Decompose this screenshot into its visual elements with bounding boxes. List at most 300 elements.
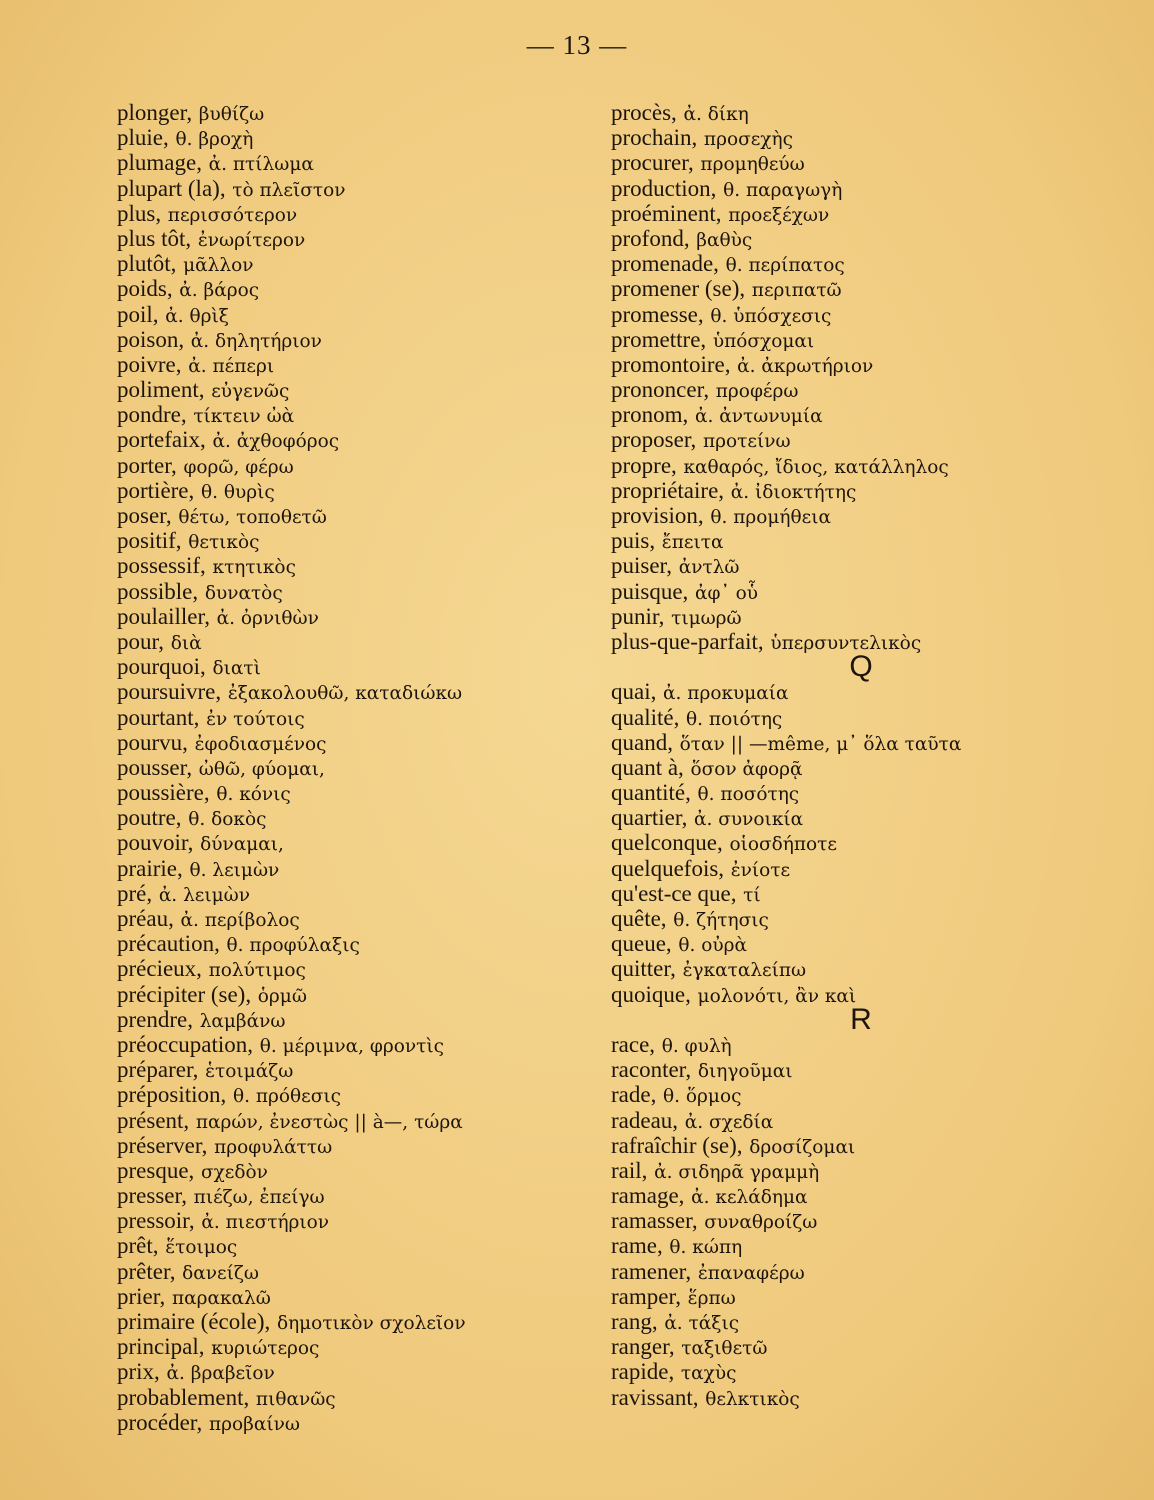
french-headword: poser,	[117, 503, 172, 528]
dictionary-entry	[117, 503, 577, 528]
french-headword: procéder,	[117, 1409, 203, 1435]
french-headword: quelquefois,	[611, 855, 725, 881]
dictionary-entry	[117, 1108, 577, 1133]
dictionary-entry	[611, 931, 1136, 956]
dictionary-entry	[117, 402, 577, 427]
dictionary-entry	[117, 705, 577, 730]
greek-translation: θ. προμήθεια	[710, 507, 831, 528]
french-headword: rail,	[611, 1157, 648, 1183]
french-headword: promettre,	[611, 326, 707, 352]
dictionary-entry	[117, 579, 577, 604]
greek-translation: θέτω, τοποθετῶ	[178, 507, 327, 528]
greek-translation: θ. κώπη	[669, 1237, 743, 1259]
greek-translation: τὸ πλεῖστον	[232, 179, 346, 201]
dictionary-entry	[117, 830, 577, 855]
french-headword: poil,	[117, 301, 159, 327]
dictionary-entry	[611, 276, 1136, 301]
french-headword: ramasser,	[611, 1208, 698, 1234]
greek-translation: κυριώτερος	[211, 1338, 320, 1360]
dictionary-entry	[117, 1259, 577, 1284]
french-headword: propriétaire,	[611, 477, 725, 503]
french-headword: poids,	[117, 276, 173, 302]
greek-translation: διηγοῦμαι	[697, 1061, 793, 1083]
greek-translation: καθαρός, ἴδιος, κατάλληλος	[683, 456, 949, 478]
greek-translation: δυνατὸς	[204, 582, 283, 604]
dictionary-entry	[611, 1158, 1136, 1183]
french-headword: poison,	[117, 326, 185, 352]
french-headword: précipiter (se),	[117, 981, 252, 1007]
greek-translation: δροσίζομαι	[749, 1136, 856, 1158]
dictionary-entry	[611, 427, 1136, 452]
greek-translation: μολονότι, ἂν καὶ	[697, 985, 857, 1007]
dictionary-entry	[611, 956, 1136, 981]
greek-translation: θ. μέριμνα, φροντὶς	[259, 1035, 444, 1057]
dictionary-entry	[117, 1284, 577, 1309]
french-headword: pressoir,	[117, 1208, 195, 1234]
french-headword: puisque,	[611, 578, 689, 604]
greek-translation: θ. φυλὴ	[661, 1035, 732, 1057]
dictionary-entry	[611, 377, 1136, 402]
french-headword: ramener,	[611, 1258, 692, 1284]
greek-translation: λαμβάνω	[199, 1010, 286, 1032]
dictionary-entry	[117, 1183, 577, 1208]
dictionary-entry	[117, 931, 577, 956]
greek-translation: ἀ. βραβεῖον	[166, 1363, 275, 1385]
dictionary-entry	[117, 755, 577, 780]
french-headword: pourtant,	[117, 704, 200, 730]
french-headword: rang,	[611, 1309, 658, 1334]
french-headword: poursuivre,	[117, 679, 222, 705]
dictionary-entry	[611, 805, 1136, 830]
french-headword: rade,	[611, 1082, 657, 1108]
french-headword: poliment,	[117, 377, 205, 403]
dictionary-entry	[117, 453, 577, 478]
dictionary-entry	[611, 453, 1136, 478]
dictionary-entry	[611, 679, 1136, 704]
dictionary-entry	[117, 805, 577, 830]
dictionary-entry	[117, 982, 577, 1007]
greek-translation: ἔπειτα	[661, 532, 724, 554]
dictionary-entry	[611, 1133, 1136, 1158]
dictionary-entry	[117, 1410, 577, 1435]
dictionary-entry	[611, 755, 1136, 780]
french-headword: quai,	[611, 679, 657, 705]
french-headword: prendre,	[117, 1006, 193, 1032]
french-headword: quoique,	[611, 981, 691, 1007]
dictionary-entry	[117, 1233, 577, 1258]
french-headword: prier,	[117, 1283, 166, 1309]
french-headword: race,	[611, 1031, 656, 1057]
dictionary-entry	[117, 478, 577, 503]
dictionary-entry	[117, 1032, 577, 1057]
french-headword: poulailler,	[117, 603, 210, 629]
greek-translation: ἐν τούτοις	[206, 708, 305, 730]
greek-translation: ἀ. προκυμαία	[663, 683, 789, 705]
dictionary-entry	[117, 125, 577, 150]
french-headword: ramper,	[611, 1283, 681, 1309]
dictionary-entry	[117, 327, 577, 352]
dictionary-entry	[611, 201, 1136, 226]
greek-translation: σχεδὸν	[200, 1161, 268, 1183]
dictionary-entry	[611, 982, 1136, 1007]
greek-translation: θετικὸς	[188, 532, 260, 554]
dictionary-entry	[117, 201, 577, 226]
greek-translation: ἀ. πέπερι	[188, 355, 275, 377]
french-headword: presser,	[117, 1183, 187, 1209]
dictionary-entry	[117, 856, 577, 881]
french-headword: pluie,	[117, 125, 169, 151]
dictionary-entry	[611, 604, 1136, 629]
greek-translation: οἱοσδήποτε	[729, 834, 837, 856]
greek-translation: ἀ. τάξις	[664, 1313, 740, 1334]
french-headword: portefaix,	[117, 427, 206, 453]
greek-translation: ἀ. δηλητήριον	[190, 330, 322, 352]
greek-translation: προεξέχων	[728, 204, 830, 226]
french-headword: préparer,	[117, 1057, 199, 1083]
dictionary-entry	[117, 427, 577, 452]
french-headword: quête,	[611, 906, 667, 931]
dictionary-entry	[117, 1057, 577, 1082]
greek-translation: ἀ. κελάδημα	[691, 1187, 808, 1209]
dictionary-entry	[611, 730, 1136, 755]
dictionary-entry	[117, 1082, 577, 1107]
greek-translation: ὅταν || —même, μ᾽ ὅλα ταῦτα	[679, 733, 962, 755]
dictionary-entry	[117, 730, 577, 755]
greek-translation: τί	[743, 884, 761, 906]
dictionary-entry	[117, 1208, 577, 1233]
greek-translation: θ. βροχὴ	[175, 129, 254, 151]
dictionary-entry	[611, 705, 1136, 730]
greek-translation: προφέρω	[715, 381, 799, 403]
dictionary-entry	[117, 352, 577, 377]
dictionary-entry	[611, 100, 1136, 125]
french-headword: puis,	[611, 528, 656, 554]
french-headword: probablement,	[117, 1384, 250, 1410]
dictionary-entry	[117, 604, 577, 629]
french-headword: préau,	[117, 906, 174, 931]
greek-translation: ἐνωρίτερον	[197, 229, 306, 251]
french-headword: proposer,	[611, 427, 697, 453]
french-headword: plupart (la),	[117, 175, 226, 201]
greek-translation: κτητικὸς	[212, 557, 296, 579]
french-headword: pouvoir,	[117, 830, 194, 856]
greek-translation: ἀ. πιεστήριον	[201, 1212, 330, 1234]
dictionary-entry	[611, 503, 1136, 528]
french-headword: promontoire,	[611, 351, 731, 377]
dictionary-entry	[117, 1158, 577, 1183]
greek-translation: ἀ. ἀχθοφόρος	[212, 431, 340, 453]
dictionary-entry	[117, 100, 577, 125]
greek-translation: θ. ὑπόσχεσις	[710, 305, 832, 327]
french-headword: pourquoi,	[117, 654, 206, 680]
greek-translation: θ. ζήτησις	[673, 910, 769, 931]
french-headword: puiser,	[611, 553, 673, 579]
right-column	[611, 100, 1136, 1410]
greek-translation: ὑπόσχομαι	[712, 330, 815, 352]
dictionary-entry	[611, 352, 1136, 377]
french-headword: ravissant,	[611, 1384, 699, 1410]
greek-translation: ἀ. λειμὼν	[158, 884, 250, 906]
greek-translation: ἀ. περίβολος	[180, 910, 300, 931]
french-headword: rame,	[611, 1233, 663, 1259]
dictionary-entry	[611, 1385, 1136, 1410]
dictionary-entry	[611, 402, 1136, 427]
french-headword: pondre,	[117, 402, 187, 428]
dictionary-entry	[117, 302, 577, 327]
dictionary-entry	[611, 327, 1136, 352]
greek-translation: ἕρπω	[687, 1287, 736, 1309]
dictionary-entry	[611, 881, 1136, 906]
dictionary-entry	[611, 1284, 1136, 1309]
dictionary-entry	[117, 1133, 577, 1158]
dictionary-entry	[117, 906, 577, 931]
greek-translation: ἀ. δίκη	[683, 104, 749, 125]
french-headword: poussière,	[117, 780, 210, 806]
french-headword: pronom,	[611, 402, 689, 428]
greek-translation: ἀ. σιδηρᾶ γραμμὴ	[654, 1161, 820, 1183]
greek-translation: ἐνίοτε	[730, 859, 791, 881]
french-headword: ramage,	[611, 1183, 685, 1209]
dictionary-entry	[117, 1309, 577, 1334]
greek-translation: διὰ	[170, 632, 202, 654]
dictionary-entry	[611, 1183, 1136, 1208]
french-headword: ranger,	[611, 1334, 675, 1360]
greek-translation: τίκτειν ὠὰ	[193, 406, 295, 428]
greek-translation: συναθροίζω	[704, 1212, 818, 1234]
greek-translation: ἀ. πτίλωμα	[208, 154, 314, 176]
greek-translation: θ. περίπατος	[725, 255, 845, 277]
greek-translation: θ. θυρὶς	[200, 481, 275, 503]
french-headword: poivre,	[117, 351, 182, 377]
greek-translation: βυθίζω	[198, 104, 265, 125]
greek-translation: ἑτοιμάζω	[205, 1061, 294, 1083]
section-letter: Q	[849, 650, 873, 684]
greek-translation: ἀ. ἰδιοκτήτης	[730, 481, 857, 503]
french-headword: punir,	[611, 603, 665, 629]
dictionary-entry	[611, 226, 1136, 251]
french-headword: provision,	[611, 503, 704, 528]
french-headword: quartier,	[611, 805, 688, 831]
french-headword: radeau,	[611, 1107, 679, 1133]
french-headword: prêter,	[117, 1258, 176, 1284]
greek-translation: ὁρμῶ	[257, 985, 307, 1007]
greek-translation: περιπατῶ	[751, 280, 842, 302]
greek-translation: παρακαλῶ	[171, 1287, 271, 1309]
greek-translation: θ. οὐρὰ	[678, 935, 748, 957]
french-headword: possible,	[117, 578, 199, 604]
greek-translation: ἀ. θρὶξ	[165, 305, 229, 327]
greek-translation: θ. πρόθεσις	[232, 1086, 341, 1108]
greek-translation: ἕτοιμος	[165, 1237, 238, 1259]
dictionary-entry	[611, 906, 1136, 931]
greek-translation: προμηθεύω	[700, 154, 805, 176]
french-headword: pourvu,	[117, 729, 188, 755]
greek-translation: βαθὺς	[696, 229, 753, 251]
left-column	[117, 100, 577, 1435]
dictionary-entry	[117, 176, 577, 201]
dictionary-entry	[611, 1082, 1136, 1107]
french-headword: promenade,	[611, 251, 719, 277]
french-headword: profond,	[611, 225, 690, 251]
french-headword: pousser,	[117, 754, 193, 780]
dictionary-entry	[117, 251, 577, 276]
french-headword: plus,	[117, 200, 162, 226]
french-headword: plonger,	[117, 100, 193, 125]
greek-translation: περισσότερον	[167, 204, 298, 226]
dictionary-entry	[611, 150, 1136, 175]
dictionary-entry	[117, 881, 577, 906]
french-headword: préserver,	[117, 1132, 208, 1158]
greek-translation: πιθανῶς	[255, 1388, 336, 1410]
dictionary-entry	[611, 251, 1136, 276]
french-headword: primaire (école),	[117, 1309, 271, 1334]
dictionary-entry	[117, 1334, 577, 1359]
french-headword: procès,	[611, 100, 677, 125]
french-headword: préposition,	[117, 1082, 227, 1108]
greek-translation: θ. παραγωγὴ	[723, 179, 843, 201]
dictionary-entry	[117, 629, 577, 654]
greek-translation: θ. προφύλαξις	[226, 935, 360, 957]
french-headword: pré,	[117, 880, 153, 906]
greek-translation: ταξιθετῶ	[681, 1338, 768, 1360]
dictionary-entry	[117, 276, 577, 301]
dictionary-entry	[117, 377, 577, 402]
dictionary-entry	[611, 629, 1136, 654]
french-headword: promesse,	[611, 301, 704, 327]
dictionary-entry	[611, 780, 1136, 805]
dictionary-entry	[117, 226, 577, 251]
dictionary-entry	[611, 553, 1136, 578]
greek-translation: πολύτιμος	[208, 960, 306, 982]
french-headword: préoccupation,	[117, 1031, 254, 1057]
dictionary-entry	[117, 654, 577, 679]
french-headword: quant à,	[611, 754, 684, 780]
dictionary-entry	[611, 1057, 1136, 1082]
dictionary-entry	[611, 1108, 1136, 1133]
french-headword: quitter,	[611, 956, 676, 982]
greek-translation: ἀ. σχεδία	[684, 1111, 774, 1133]
french-headword: quelconque,	[611, 830, 723, 856]
greek-translation: θ. ποιότης	[686, 708, 783, 730]
dictionary-entry	[611, 1309, 1136, 1334]
greek-translation: ὅσον ἀφορᾷ	[690, 758, 803, 780]
greek-translation: ἐξακολουθῶ, καταδιώκω	[227, 683, 463, 705]
dictionary-entry	[611, 302, 1136, 327]
greek-translation: εὐγενῶς	[211, 381, 290, 403]
greek-translation: θελκτικὸς	[705, 1388, 800, 1410]
dictionary-entry	[611, 176, 1136, 201]
french-headword: raconter,	[611, 1057, 692, 1083]
greek-translation: ἀ. ἀκρωτήριον	[737, 355, 874, 377]
french-headword: plus-que-parfait,	[611, 628, 764, 654]
french-headword: prêt,	[117, 1233, 159, 1259]
french-headword: porter,	[117, 452, 177, 478]
page-number: — 13 —	[526, 30, 628, 60]
dictionary-entry	[611, 1032, 1136, 1057]
dictionary-entry	[611, 1233, 1136, 1258]
french-headword: promener (se),	[611, 276, 746, 302]
greek-translation: ὠθῶ, φύομαι,	[198, 758, 325, 780]
dictionary-entry	[117, 679, 577, 704]
french-headword: plus tôt,	[117, 225, 192, 251]
dictionary-entry	[611, 125, 1136, 150]
dictionary-entry	[117, 553, 577, 578]
dictionary-entry	[117, 1385, 577, 1410]
french-headword: précieux,	[117, 956, 202, 982]
greek-translation: θ. λειμὼν	[189, 859, 280, 881]
greek-translation: ἀ. ὀρνιθὼν	[216, 607, 319, 629]
french-headword: prairie,	[117, 855, 183, 881]
french-headword: proéminent,	[611, 200, 722, 226]
greek-translation: φορῶ, φέρω	[183, 456, 294, 478]
greek-translation: διατὶ	[212, 658, 261, 680]
greek-translation: ὑπερσυντελικὸς	[770, 632, 922, 654]
dictionary-entry	[117, 528, 577, 553]
french-headword: queue,	[611, 931, 672, 957]
greek-translation: προβαίνω	[208, 1413, 300, 1435]
french-headword: prochain,	[611, 125, 698, 151]
french-headword: procurer,	[611, 150, 694, 176]
french-headword: plutôt,	[117, 251, 177, 277]
greek-translation: ἀφ᾽ οὗ	[695, 582, 758, 604]
french-headword: prix,	[117, 1359, 160, 1385]
dictionary-entry	[611, 1208, 1136, 1233]
greek-translation: παρών, ἐνεστὼς || à—, τώρα	[195, 1111, 463, 1133]
greek-translation: ἐπαναφέρω	[697, 1262, 805, 1284]
greek-translation: δημοτικὸν σχολεῖον	[276, 1313, 466, 1334]
greek-translation: θ. ποσότης	[697, 784, 800, 806]
dictionary-entry	[611, 478, 1136, 503]
french-headword: précaution,	[117, 931, 220, 957]
french-headword: portière,	[117, 477, 195, 503]
greek-translation: δύναμαι,	[200, 834, 284, 856]
dictionary-entry	[611, 830, 1136, 855]
dictionary-entry	[117, 150, 577, 175]
french-headword: possessif,	[117, 553, 206, 579]
dictionary-entry	[611, 528, 1136, 553]
french-headword: pour,	[117, 628, 164, 654]
greek-translation: πιέζω, ἐπείγω	[193, 1187, 325, 1209]
dictionary-entry	[117, 956, 577, 981]
french-headword: rapide,	[611, 1359, 675, 1385]
greek-translation: θ. κόνις	[216, 784, 291, 806]
greek-translation: προφυλάττω	[214, 1136, 333, 1158]
french-headword: propre,	[611, 452, 677, 478]
greek-translation: τιμωρῶ	[671, 607, 742, 629]
dictionary-entry	[611, 856, 1136, 881]
greek-translation: θ. δοκὸς	[188, 809, 267, 831]
french-headword: poutre,	[117, 805, 182, 831]
greek-translation: ἀ. βάρος	[179, 280, 260, 302]
dictionary-entry	[611, 1259, 1136, 1284]
french-headword: qu'est-ce que,	[611, 880, 737, 906]
greek-translation: ἀ. συνοικία	[694, 809, 804, 831]
french-headword: présent,	[117, 1107, 190, 1133]
french-headword: production,	[611, 175, 717, 201]
section-letter: R	[850, 1002, 872, 1036]
greek-translation: προσεχὴς	[703, 129, 793, 151]
greek-translation: ταχὺς	[680, 1363, 737, 1385]
french-headword: prononcer,	[611, 377, 710, 403]
french-headword: plumage,	[117, 150, 202, 176]
greek-translation: ἀντλῶ	[678, 557, 740, 579]
greek-translation: θ. ὅρμος	[663, 1086, 742, 1108]
greek-translation: ἀ. ἀντωνυμία	[695, 406, 823, 428]
french-headword: quand,	[611, 729, 673, 755]
french-headword: positif,	[117, 528, 182, 554]
greek-translation: ἐγκαταλείπω	[682, 960, 807, 982]
dictionary-entry	[611, 579, 1136, 604]
